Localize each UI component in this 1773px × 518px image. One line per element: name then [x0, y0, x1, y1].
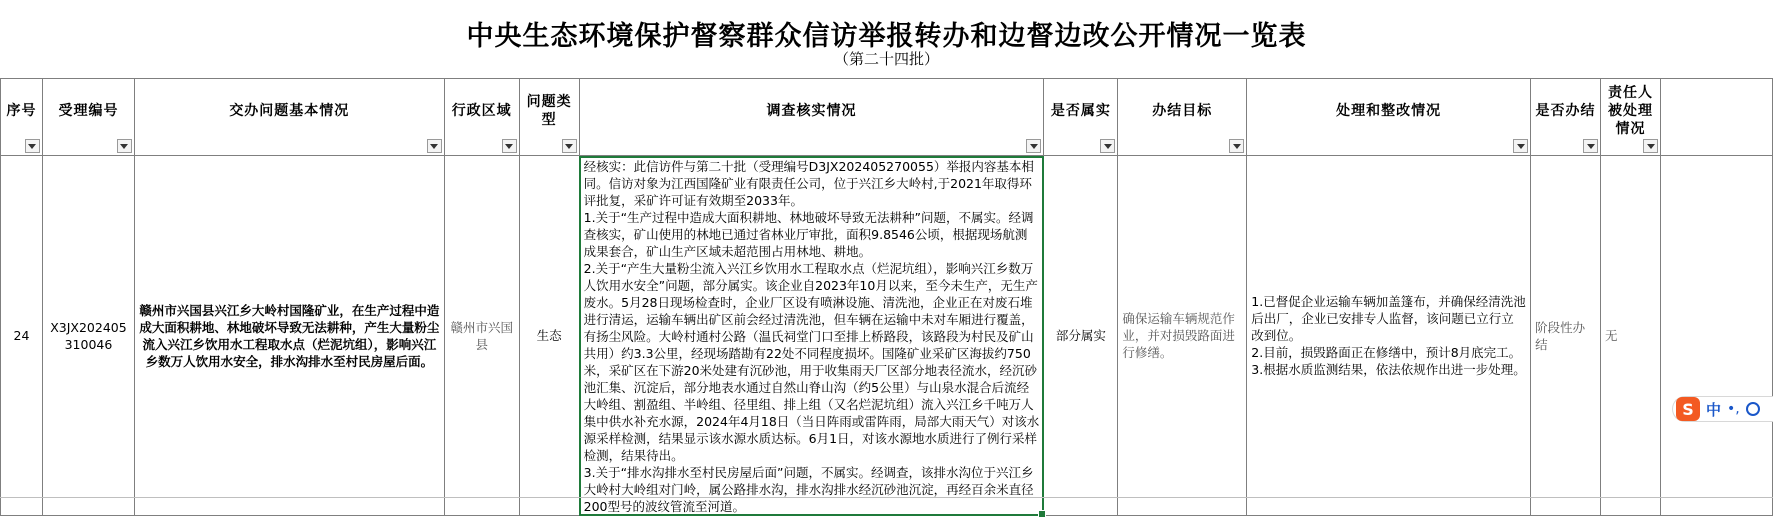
page-title: 中央生态环境保护督察群众信访举报转办和边督边改公开情况一览表 [466, 21, 1307, 52]
empty-cell[interactable] [1661, 156, 1773, 516]
header-is-closed: 是否办结 [1531, 79, 1601, 156]
cell-seq[interactable]: 24 [1, 156, 43, 516]
filter-dropdown-icon[interactable] [562, 139, 577, 153]
row-divider [0, 497, 1773, 498]
ime-chinese-mode[interactable]: 中 [1706, 400, 1722, 419]
header-handling: 处理和整改情况 [1247, 79, 1531, 156]
fill-handle[interactable] [1038, 510, 1046, 518]
cell-verification[interactable] [579, 156, 1044, 516]
filter-dropdown-icon[interactable] [1513, 139, 1528, 153]
page-subtitle: （第二十四批） [833, 50, 939, 68]
verification-para: 1.关于“生产过程中造成大面积耕地、林地破坏导致无法耕种”问题，不属实。经调查核实，矿山使用的林地已通过省林业厅审批，面积9.8546公顷，根据现场航测成果套合，矿山生产区域未超范围占用林地、耕地。 [583, 210, 1034, 259]
cell-handling[interactable] [1247, 156, 1531, 516]
header-verification: 调查核实情况 [579, 79, 1044, 156]
verification-para: 2.关于“产生大量粉尘流入兴江乡饮用水工程取水点（烂泥坑组），影响兴江乡数万人饮用水安全”问题，部分属实。该企业自2023年10月以来，至今未生产，无生产废水。5月28日现场检查时，企业厂区设有喷淋设施、清洗池，企业正在对废石堆进行清运，运输车辆出矿区前会经过清洗池，但车辆在运输中未对车厢进行覆盖，有扬尘风险。大岭村通村公路（温氏祠堂门口至排上桥路段，该路段为村民及矿山共用）约3.3公里，经现场踏勘有22处不同程度损坏。国隆矿业采矿区海拔约750米，采矿区在下游20米处建有沉砂池，用于收集雨天厂区部分地表径流水，经沉砂池汇集、沉淀后，部分地表水通过自然山脊山沟（约5公里）与山泉水混合后流经大岭组、割盈组、半岭组、径里组、排上组（又名烂泥坑组）流入兴江乡千吨万人集中供水补充水源，2024年4月18日（当日阵雨或雷阵雨，局部大雨天气）对该水源采样检测，结果显示该水源水质达标。6月1日，对该水源地水质进行了例行采样检测，结果待出。 [583, 261, 1040, 463]
header-issue-type: 问题类型 [519, 79, 579, 156]
filter-dropdown-icon[interactable] [1229, 139, 1244, 153]
cell-region[interactable]: 赣州市兴国县 [444, 156, 519, 516]
header-receipt-no: 受理编号 [42, 79, 134, 156]
header-seq: 序号 [1, 79, 43, 156]
ime-punctuation-mode[interactable]: •, [1727, 401, 1740, 417]
table-row [1, 156, 1773, 516]
cell-accountability[interactable]: 无 [1601, 156, 1661, 516]
filter-dropdown-icon[interactable] [427, 139, 442, 153]
filter-dropdown-icon[interactable] [502, 139, 517, 153]
header-accountability: 责任人被处理情况 [1601, 79, 1661, 156]
filter-dropdown-icon[interactable] [1026, 139, 1041, 153]
handling-item: 1.已督促企业运输车辆加盖篷布，并确保经清洗池后出厂，企业已安排专人监督，该问题已立行立改到位。 [1251, 294, 1526, 343]
ime-logo-icon[interactable]: S [1676, 397, 1700, 421]
verification-para: 经核实：此信访件与第二十批（受理编号D3JX202405270055）举报内容基本相同。信访对象为江西国隆矿业有限责任公司，位于兴江乡大岭村,于2021年取得环评批复，采矿许可证有效期至2033年。 [583, 159, 1034, 208]
cell-goal[interactable]: 确保运输车辆规范作业，并对损毁路面进行修缮。 [1118, 156, 1247, 516]
handling-item: 3.根据水质监测结果，依法依规作出进一步处理。 [1251, 362, 1526, 377]
empty-header-cell[interactable] [1661, 79, 1773, 156]
verification-para: 3.关于“排水沟排水至村民房屋后面”问题，不属实。经调查，该排水沟位于兴江乡大岭村大岭组对门岭，属公路排水沟，排水沟排水经沉砂池沉淀，再经百余米直径200型号的波纹管流至河道。 [583, 465, 1034, 514]
cell-is-true[interactable]: 部分属实 [1044, 156, 1118, 516]
header-row [1, 79, 1773, 156]
header-is-true: 是否属实 [1044, 79, 1118, 156]
cell-issue-type[interactable]: 生态 [519, 156, 579, 516]
filter-dropdown-icon[interactable] [1583, 139, 1598, 153]
ime-emoji-icon[interactable] [1746, 402, 1760, 416]
cell-receipt-no[interactable]: X3JX202405310046 [42, 156, 134, 516]
cell-issue[interactable]: 赣州市兴国县兴江乡大岭村国隆矿业，在生产过程中造成大面积耕地、林地破坏导致无法耕种，产生大量粉尘流入兴江乡饮用水工程取水点（烂泥坑组），影响兴江乡数万人饮用水安全，排水沟排水至村民房屋后面。 [134, 156, 444, 516]
header-region: 行政区域 [444, 79, 519, 156]
ime-toolbar[interactable] [1672, 396, 1773, 422]
data-table [0, 78, 1773, 516]
header-goal: 办结目标 [1118, 79, 1247, 156]
filter-dropdown-icon[interactable] [25, 139, 40, 153]
filter-dropdown-icon[interactable] [117, 139, 132, 153]
filter-dropdown-icon[interactable] [1643, 139, 1658, 153]
filter-dropdown-icon[interactable] [1100, 139, 1115, 153]
handling-item: 2.目前，损毁路面正在修缮中，预计8月底完工。 [1251, 345, 1522, 360]
header-issue: 交办问题基本情况 [134, 79, 444, 156]
cell-is-closed[interactable]: 阶段性办结 [1531, 156, 1601, 516]
